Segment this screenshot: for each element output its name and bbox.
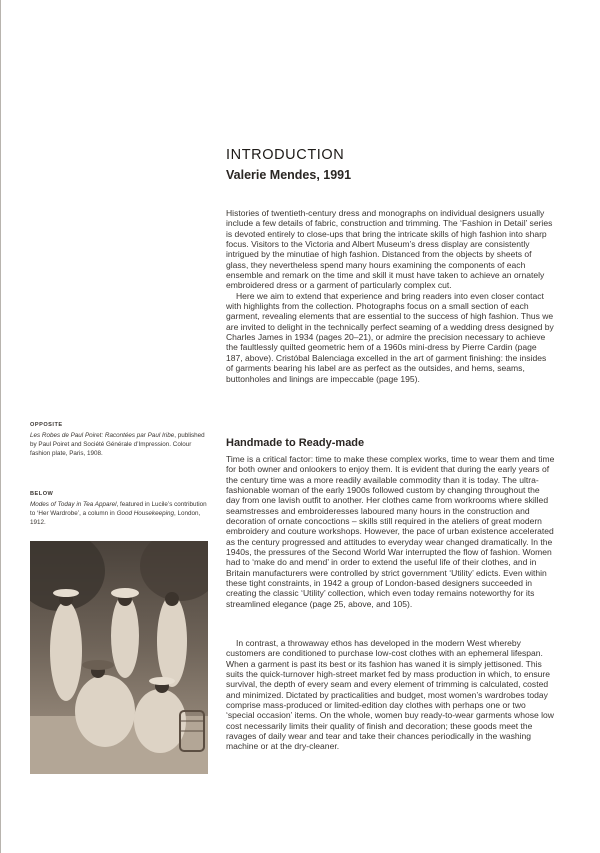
caption-label: BELOW bbox=[30, 491, 54, 497]
intro-body-top bbox=[226, 208, 555, 384]
caption-italic-title: Les Robes de Paul Poiret: Racontées par Paul Iribe bbox=[30, 432, 175, 439]
caption-text bbox=[30, 500, 208, 527]
paragraph: Time is a critical factor: time to make these complex works, time to wear them and time for both owner and onlookers to enjoy them. It is evident that during the early years of the century time was a more readily available commodity than it is today. The ultra-fashionable woman of the early 1900s followed custom by changing throughout the day from one lavish outfit to another. Her clothes came from workrooms where skilled seamstresses and embroideresses laboured many hours in the construction and decoration of ornate concoctions – skills still required in the ateliers of great modern embroidery and couture workshops. However, the pace of urban existence accelerated as the century progressed and attitudes to everyday wear changed dramatically. In the 1940s, the pressures of the Second World War interrupted the flow of fashion. Women had to ‘make do and mend’ in order to extend the useful life of their clothes, and in Britain manufacturers were controlled by strict government ‘Utility’ edicts. Even within these tight constraints, in 1942 a group of London-based designers succeeded in creating the classic ‘Utility’ collection, which even today remains noteworthy for its streamlined elegance (page 25, above, and 105). bbox=[226, 454, 555, 609]
page-edge bbox=[0, 0, 1, 853]
caption-text bbox=[30, 431, 208, 458]
caption-italic-title: Modes of Today in Tea Apparel bbox=[30, 501, 117, 508]
subheading: Handmade to Ready-made bbox=[226, 437, 365, 449]
section-title: INTRODUCTION bbox=[226, 147, 345, 163]
heading-block bbox=[226, 146, 566, 183]
sepia-photograph bbox=[30, 541, 208, 774]
paragraph: Histories of twentieth-century dress and monographs on individual designers usually include a few details of fabric, construction and trimming. The ‘Fashion in Detail’ series is devoted entirely to close-ups that bring the intricate skills of high fashion into sharp focus. Visitors to the Victoria and Albert Museum’s dress display are consistently intrigued by the minutiae of high fashion. Distanced from the objects by sheets of glass, they nevertheless spend many hours examining the components of each ensemble and remark on the time and skill it must have taken to achieve an ornately embroidered dress or a garment of particularly complex cut. bbox=[226, 208, 553, 291]
body-section-1 bbox=[226, 454, 555, 609]
body-section-2 bbox=[226, 638, 555, 752]
section-author: Valerie Mendes, 1991 bbox=[226, 168, 352, 182]
caption-detail: , featured in Lucile’s contribution to ‘Her Wardrobe’, a column in bbox=[30, 501, 207, 517]
caption-detail-end: , London, 1912. bbox=[30, 510, 201, 526]
caption-below bbox=[30, 490, 208, 527]
paragraph: In contrast, a throwaway ethos has developed in the modern West whereby customers are conditioned to purchase low-cost clothes with an ephemeral lifespan. When a garment is past its best or its fashion has waned it is simply jettisoned. This suits the quick-turnover high-street market fed by mass production in which, to ensure survival, the depth of every seam and every element of trimming is calculated, costed and minimized. Dictated by practicalities and budget, most women’s wardrobes today comprise mass-produced or limited-edition day clothes with perhaps one or two ‘special occasion’ items. On the whole, women buy ready-to-wear garments whose low cost necessarily limits their quality of finish and decoration; these goods meet the ravages of daily wear and tear and take their chances periodically in the washing machine or at the dry-cleaner. bbox=[226, 638, 554, 752]
photo-illustration bbox=[30, 541, 208, 774]
caption-italic-publication: Good Housekeeping bbox=[116, 510, 174, 517]
paragraph: Here we aim to extend that experience and bring readers into even closer contact with highlights from the collection. Photographs focus on a small section of each garment, revealing elements that are essential to the success of high fashion. Thus we are invited to delight in the technically perfect seaming of a wedding dress designed by Charles James in 1934 (pages 20–21), or admire the precision necessary to achieve the faultlessly quilted geometric hem of a 1960s mini-dress by Pierre Cardin (page 187, above). Cristóbal Balenciaga excelled in the art of garment finishing: the insides of garments bearing his label are as perfect as the outsides, and hems, seams, buttonholes and linings are impeccable (page 195). bbox=[226, 290, 554, 384]
caption-opposite bbox=[30, 421, 208, 458]
caption-label: OPPOSITE bbox=[30, 422, 63, 428]
caption-detail: , published by Paul Poiret and Société Générale d’Impression. Colour fashion plate, Paris, 1908. bbox=[30, 432, 205, 457]
